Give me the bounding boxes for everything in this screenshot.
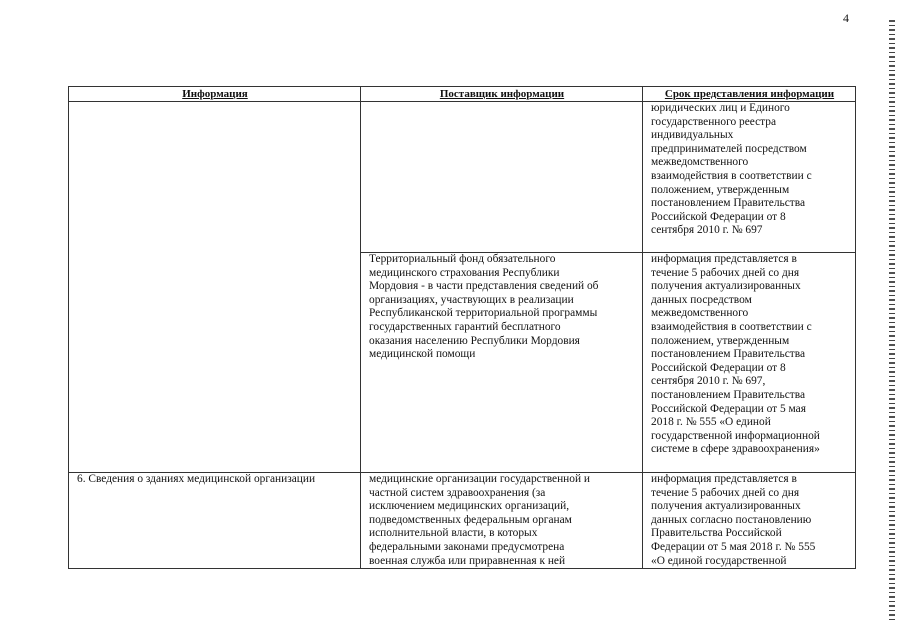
deadline-text: юридических лиц и Единого государственного реестра индивидуальных предпринимателей посредством межведомственного взаимодействия в соответствии с положением, утвержденным постановлением Правительства Российской Федерации от 8 сентября 2010 г. № 697 [651,102,812,237]
table-header-row [69,87,856,102]
info-cell-row6 [69,473,361,569]
header-information: Информация [69,87,361,102]
provider-text: медицинские организации государственной и частной систем здравоохранения (за исключением медицинских организаций, подведомственных федеральным органам исполнительной власти, в которых федеральными законами предусмотрена военная служба или приравненная к ней [369,473,591,567]
page-number: 4 [843,11,849,25]
header-deadline: Срок представления информации [643,87,856,102]
deadline-cell-row6 [643,473,856,569]
provider-cell-tfoms [361,253,643,473]
provider-cell-continued [361,102,643,253]
info-text: 6. Сведения о зданиях медицинской организации [77,473,316,485]
scan-edge-artifact [889,20,895,620]
provider-cell-row6 [361,473,643,569]
info-cell-continued [69,102,361,473]
table-row [69,473,856,569]
deadline-cell-tfoms [643,253,856,473]
deadline-text: информация представляется в течение 5 рабочих дней со дня получения актуализированных данных посредством межведомственного взаимодействия в соответствии с положением, утвержденным постановлением Правительства Российской Федерации от 8 сентября 2010 г. № 697, постановлением Правительства Российской Федерации от 5 мая 2018 г. № 555 «О единой государственной информационной системе в сфере здравоохранения» [651,253,820,456]
provider-text: Территориальный фонд обязательного медицинского страхования Республики Мордовия - в части представления сведений об организациях, участвующих в реализации Республиканской территориальной программы государственных гарантий бесплатного оказания населению Республики Мордовия медицинской помощи [369,253,599,361]
deadline-text: информация представляется в течение 5 рабочих дней со дня получения актуализированных данных согласно постановлению Правительства Российской Федерации от 5 мая 2018 г. № 555 «О единой государственной [651,473,816,567]
information-table [68,86,856,569]
deadline-cell-continued [643,102,856,253]
header-provider: Поставщик информации [361,87,643,102]
table-row [69,102,856,253]
